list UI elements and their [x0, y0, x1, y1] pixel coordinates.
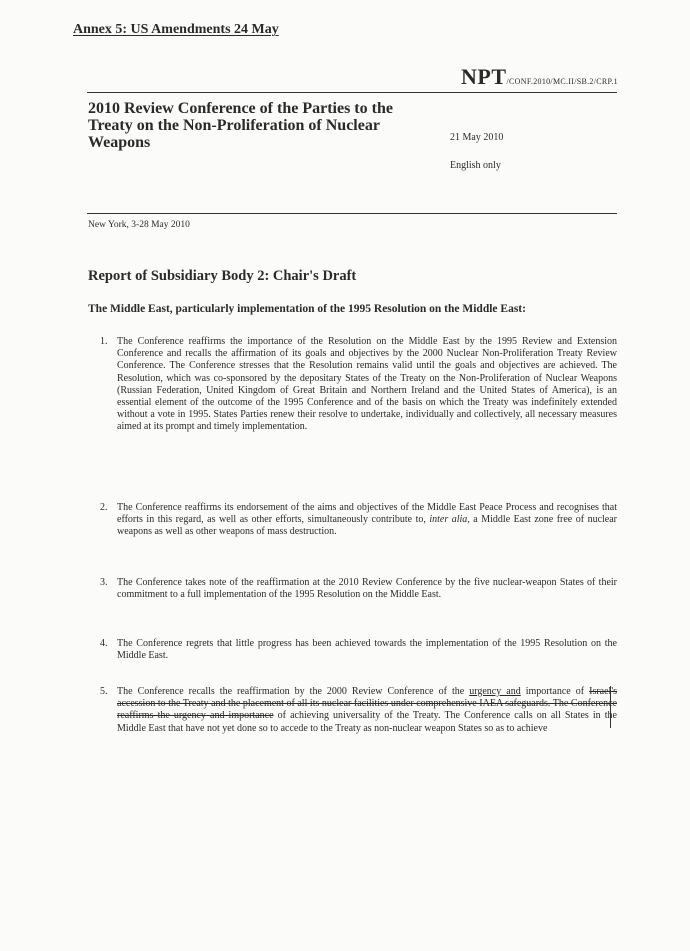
change-bar: [610, 686, 611, 728]
place-date: New York, 3-28 May 2010: [88, 220, 190, 230]
language-note: English only: [450, 160, 501, 171]
underlined-insertion: urgency and: [469, 686, 521, 697]
section-heading: The Middle East, particularly implementation of the 1995 Resolution on the Middle East:: [88, 303, 526, 315]
symbol-main: NPT: [461, 64, 507, 89]
paragraph-number: 3.: [100, 577, 108, 588]
paragraph-number: 5.: [100, 686, 108, 697]
paragraph-4: [100, 638, 617, 662]
paragraph-text: The Conference takes note of the reaffirmation at the 2010 Review Conference by the five nuclear-weapon States of their commitment to a full implementation of the 1995 Resolution on the Middle East.: [117, 577, 617, 601]
text-part: The Conference recalls the reaffirmation by the 2000 Review Conference of the: [117, 686, 470, 697]
paragraph-1: [100, 336, 617, 434]
text-part: of achieving universality of the Treaty. The Conference calls on all States in the Middle East that have not yet done so to accede to the Treaty as non-nuclear weapon States so as to achieve: [117, 710, 617, 734]
text-part: The Conference reaffirms its endorsement of the aims and objectives of the Middle East Peace Process and recognises that efforts in this regard, as well as other efforts, simultaneously contribute to,: [117, 502, 617, 526]
paragraph-5: [100, 686, 617, 735]
symbol-rest: /CONF.2010/MC.II/SB.2/CRP.1: [506, 77, 618, 86]
middle-rule: [87, 213, 617, 214]
paragraph-text: [117, 686, 617, 735]
paragraph-2: [100, 502, 617, 539]
struck-text: Israel's accession to the Treaty and the placement of all its nuclear facilities under comprehensive IAEA safeguards. The Conference reaffirms the urgency and importance: [117, 686, 618, 722]
top-rule: [87, 92, 617, 93]
paragraph-number: 2.: [100, 502, 108, 513]
report-title: Report of Subsidiary Body 2: Chair's Draft: [88, 268, 357, 284]
paragraph-3: [100, 577, 617, 601]
document-date: 21 May 2010: [450, 132, 504, 143]
italic-term: inter alia: [429, 514, 468, 526]
paragraph-text: The Conference regrets that little progress has been achieved towards the implementation of the 1995 Resolution on the Middle East.: [117, 638, 617, 662]
paragraph-number: 4.: [100, 638, 108, 649]
text-part: importance of: [520, 686, 590, 697]
paragraph-number: 1.: [100, 336, 108, 347]
document-symbol: [461, 64, 618, 90]
paragraph-text: The Conference reaffirms the importance of the Resolution on the Middle East by the 1995 Review and Extension Conference and recalls the affirmation of its goals and objectives by the 2000 Nuclear Non-Proliferation Treaty Review Conference. The Conference stresses that the Resolution remains valid until the goals and objectives are achieved. The Resolution, which was co-sponsored by the depositary States of the Treaty on the Non-Proliferation of Nuclear Weapons (Russian Federation, United Kingdom of Great Britain and Northern Ireland and the United States of America), is an essential element of the outcome of the 1995 Conference and of the basis on which the Treaty was indefinitely extended without a vote in 1995. States Parties renew their resolve to undertake, individually and collectively, all necessary measures aimed at its prompt and timely implementation.: [117, 336, 617, 433]
date-block: [450, 124, 503, 180]
text-part: , a Middle East zone free of nuclear weapons as well as other weapons of mass destruction.: [117, 514, 617, 538]
annex-heading: Annex 5: US Amendments 24 May: [73, 22, 279, 37]
conference-title: 2010 Review Conference of the Parties to the Treaty on the Non-Proliferation of Nuclear Weapons: [88, 100, 393, 151]
paragraph-text: [117, 502, 617, 539]
